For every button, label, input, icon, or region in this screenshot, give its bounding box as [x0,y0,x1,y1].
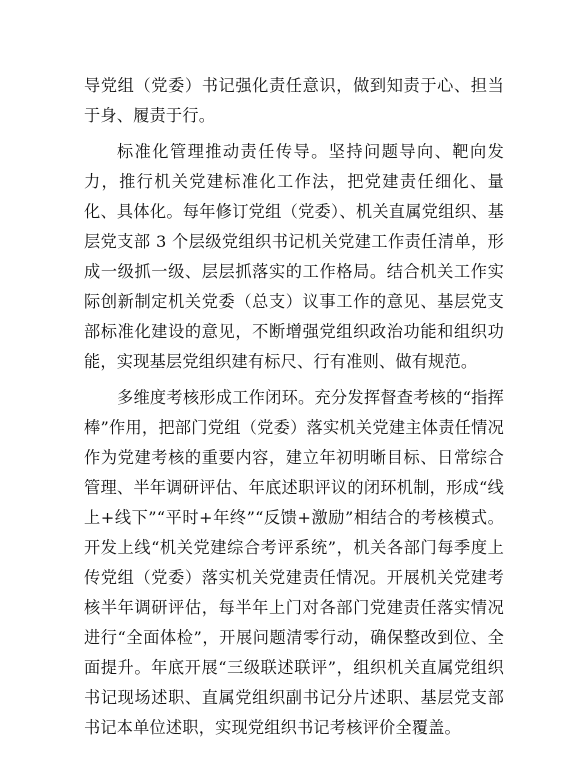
paragraph-continuation: 导党组（党委）书记强化责任意识，做到知责于心、担当于身、履责于行。 [84,76,504,125]
paragraph-standardization: 标准化管理推动责任传导。坚持问题导向、靶向发力，推行机关党建标准化工作法，把党建责任细化、量化、具体化。每年修订党组（党委）、机关直属党组织、基层党支部 3 个层级党组织书记机关党建工作责任清单，形成一级抓一级、层层抓落实的工作格局。结合机关工作实际创新制定机关党委（总支）议事工作的意见、基层党支部标准化建设的意见，不断增强党组织政治功能和组织功能，实现基层党组织建有标尺、行有准则、做有规范。 [84,142,504,371]
paragraph-assessment: 多维度考核形成工作闭环。充分发挥督查考核的“指挥棒”作用，把部门党组（党委）落实机关党建主体责任情况作为党建考核的重要内容，建立年初明晰目标、日常综合管理、半年调研评估、年底述职评议的闭环机制，形成“线上+线下”“平时+年终”“反馈+激励”相结合的考核模式。开发上线“机关党建综合考评系统”，机关各部门每季度上传党组（党委）落实机关党建责任情况。开展机关党建考核半年调研评估，每半年上门对各部门党建责任落实情况进行“全面体检”，开展问题清零行动，确保整改到位、全面提升。年底开展“三级联述联评”，组织机关直属党组织书记现场述职、直属党组织副书记分片述职、基层党支部书记本单位述职，实现党组织书记考核评价全覆盖。 [84,388,504,737]
document-body [84,71,504,749]
